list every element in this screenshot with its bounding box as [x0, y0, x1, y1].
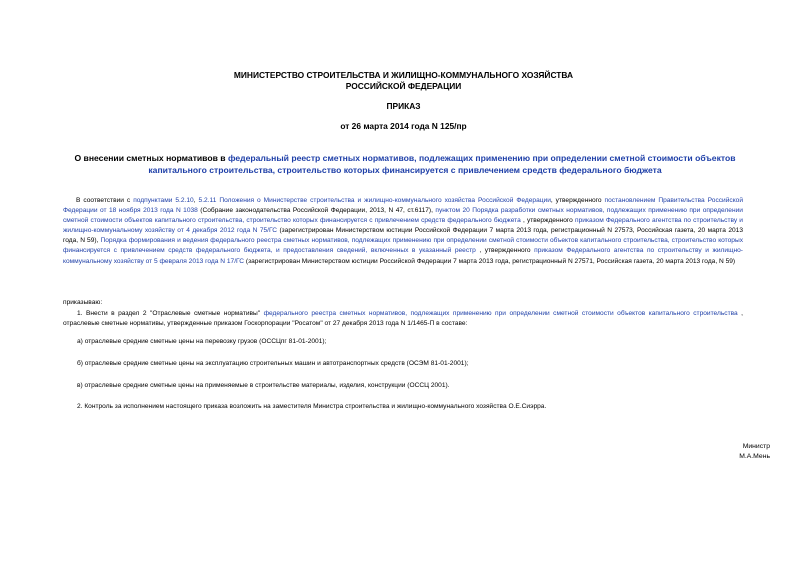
orders-intro: приказываю:	[63, 299, 103, 306]
signature-name: М.А.Мень	[739, 453, 770, 460]
order-title: ПРИКАЗ	[386, 101, 421, 111]
order-item-1	[63, 309, 743, 329]
signature-position: Министр	[742, 443, 770, 450]
link-ministry-regulation[interactable]: 5.2.11 Положения о Министерстве строительства и жилищно-коммунального хозяйства Российской Федерации	[198, 197, 551, 204]
order-date: от 26 марта 2014 года N 125/пр	[340, 121, 467, 131]
preamble-text-1: В соответствии с	[76, 197, 134, 204]
preamble-text-7: , утвержденного	[475, 247, 535, 255]
link-agency-order-75[interactable]: приказом Федерального агентства по строительству и жилищно-коммунальному хозяйству от 4 декабря 2012 года N 75/ГС	[63, 217, 743, 235]
item1-text-2: , отраслевые сметные нормативы, утвержденные приказом Госкорпорации "Росатом" от 27 декабря 2013 года N 1/1465-П в составе:	[63, 310, 744, 328]
link-federal-registry[interactable]: федерального реестра сметных нормативов, подлежащих применению при определении сметной стоимости объектов капитального строительства	[263, 310, 738, 317]
link-registry-procedure[interactable]: Порядка формирования и ведения федерального реестра сметных нормативов, подлежащих применению при определении сметной стоимости объектов капитального строительства, строительство которых финансируется с привлечением средств федерального бюджета, и предоставления сведений, включенных в указанный реестр	[63, 237, 743, 255]
preamble-text-3: , утвержденного	[550, 197, 605, 204]
ministry-line-1: МИНИСТЕРСТВО СТРОИТЕЛЬСТВА И ЖИЛИЩНО-КОММУНАЛЬНОГО ХОЗЯЙСТВА	[233, 70, 574, 80]
item1-text-1: 1. Внести в раздел 2 "Отраслевые сметные нормативы"	[77, 310, 264, 317]
link-government-decree[interactable]: постановлением Правительства Российской Федерации от 18 ноября 2013 года N 1038	[63, 197, 744, 215]
preamble-text-8: (зарегистрирован Министерством юстиции Российской Федерации 7 марта 2013 года, регистрационный N 27571, Российская газета, 20 марта 2013 года, N 59)	[244, 257, 736, 265]
ministry-header	[0, 70, 807, 92]
preamble-text-5: , утвержденного	[520, 217, 576, 225]
link-subparagraph-5-2-10[interactable]: подпунктами 5.2.10	[133, 197, 194, 204]
link-agency-order-17[interactable]: приказом Федерального агентства по строительству и жилищно-коммунальному хозяйству от 5 февраля 2013 года N 17/ГС	[63, 247, 744, 265]
order-item-v: в) отраслевые средние сметные цены на применяемые в строительстве материалы, изделия, конструкции (ОССЦ 2001).	[77, 382, 450, 389]
link-procedure-point-20[interactable]: пунктом 20 Порядка разработки сметных нормативов, подлежащих применению при определении сметной стоимости объектов капитального строительства, строительство которых финансируется с привлечением средств федерального бюджета	[63, 207, 743, 225]
subject-prefix: О внесении сметных нормативов в	[74, 153, 228, 163]
preamble-text-6: (зарегистрирован Министерством юстиции Российской Федерации 7 марта 2013 года, регистрационный N 27573, Российская газета, 20 марта 2013 года, N 59),	[63, 227, 743, 245]
preamble-paragraph	[63, 196, 743, 267]
order-subject	[60, 153, 750, 176]
order-item-b: б) отраслевые средние сметные цены на эксплуатацию строительных машин и автотранспортных средств (ОСЭМ 81-01-2001);	[77, 360, 469, 367]
preamble-text-2: ,	[193, 197, 199, 204]
ministry-line-2: РОССИЙСКОЙ ФЕДЕРАЦИИ	[345, 81, 462, 91]
order-item-a: а) отраслевые средние сметные цены на перевозку грузов (ОССЦпг 81-01-2001);	[77, 338, 327, 345]
order-item-2: 2. Контроль за исполнением настоящего приказа возложить на заместителя Министра строительства и жилищно-коммунального хозяйства О.Е.Сиэрра.	[77, 403, 547, 410]
preamble-text-4: (Собрание законодательства Российской Федерации, 2013, N 47, ст.6117),	[197, 207, 436, 215]
subject-registry-link[interactable]: федеральный реестр сметных нормативов, подлежащих применению при определении сметной стоимости объектов капитального строительства, строительство которых финансируется с привлечением средств федерального бюджета	[148, 153, 736, 175]
